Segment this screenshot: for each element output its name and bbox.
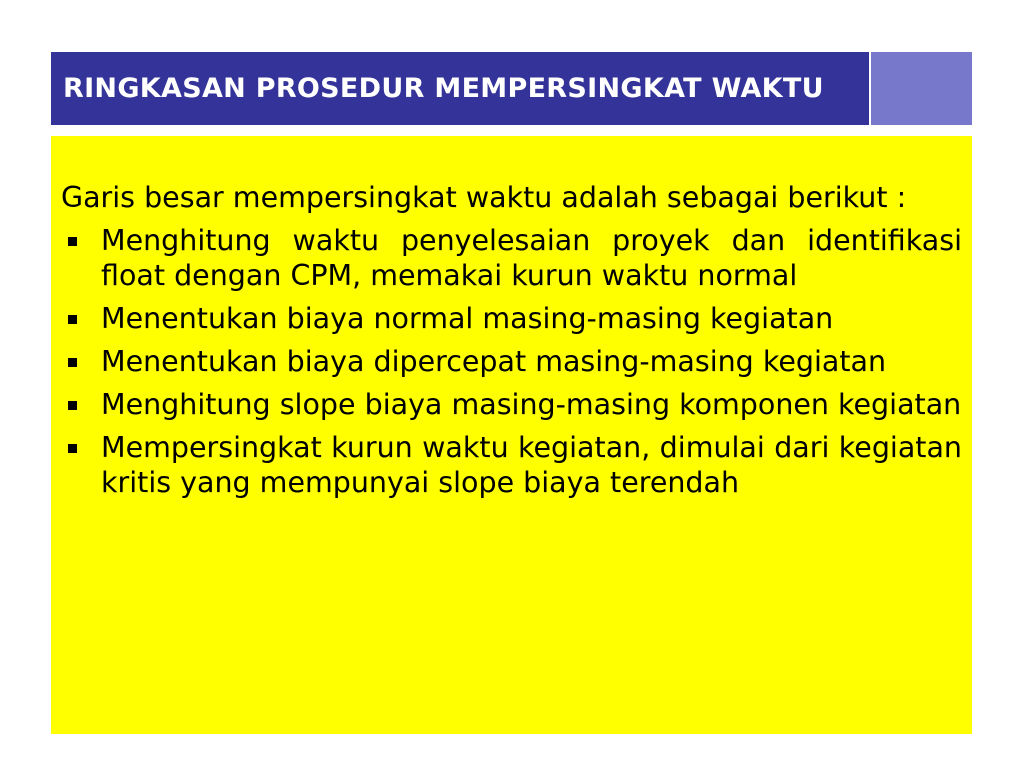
square-bullet-icon <box>61 301 101 336</box>
list-item <box>61 344 962 379</box>
list-item <box>61 387 962 422</box>
list-item-text: Mempersingkat kurun waktu kegiatan, dimulai dari kegiatan kritis yang mempunyai slope biaya terendah <box>101 431 962 499</box>
list-item-text: Menghitung waktu penyelesaian proyek dan identifikasi float dengan CPM, memakai kurun waktu normal <box>101 224 962 292</box>
square-bullet-icon <box>61 344 101 379</box>
list-item-text: Menentukan biaya dipercepat masing-masing kegiatan <box>101 345 887 378</box>
square-bullet-icon <box>61 430 101 465</box>
content-box <box>51 136 972 734</box>
square-bullet-icon <box>61 387 101 422</box>
title-bar <box>51 52 869 125</box>
list-item <box>61 301 962 336</box>
list-item <box>61 223 962 293</box>
list-item-text: Menghitung slope biaya masing-masing komponen kegiatan <box>101 388 962 421</box>
list-item-text: Menentukan biaya normal masing-masing kegiatan <box>101 302 834 335</box>
square-bullet-icon <box>61 223 101 258</box>
intro-text: Garis besar mempersingkat waktu adalah sebagai berikut : <box>61 181 907 214</box>
list-item <box>61 430 962 500</box>
slide-title: RINGKASAN PROSEDUR MEMPERSINGKAT WAKTU <box>63 73 824 104</box>
title-accent-block <box>871 52 972 125</box>
